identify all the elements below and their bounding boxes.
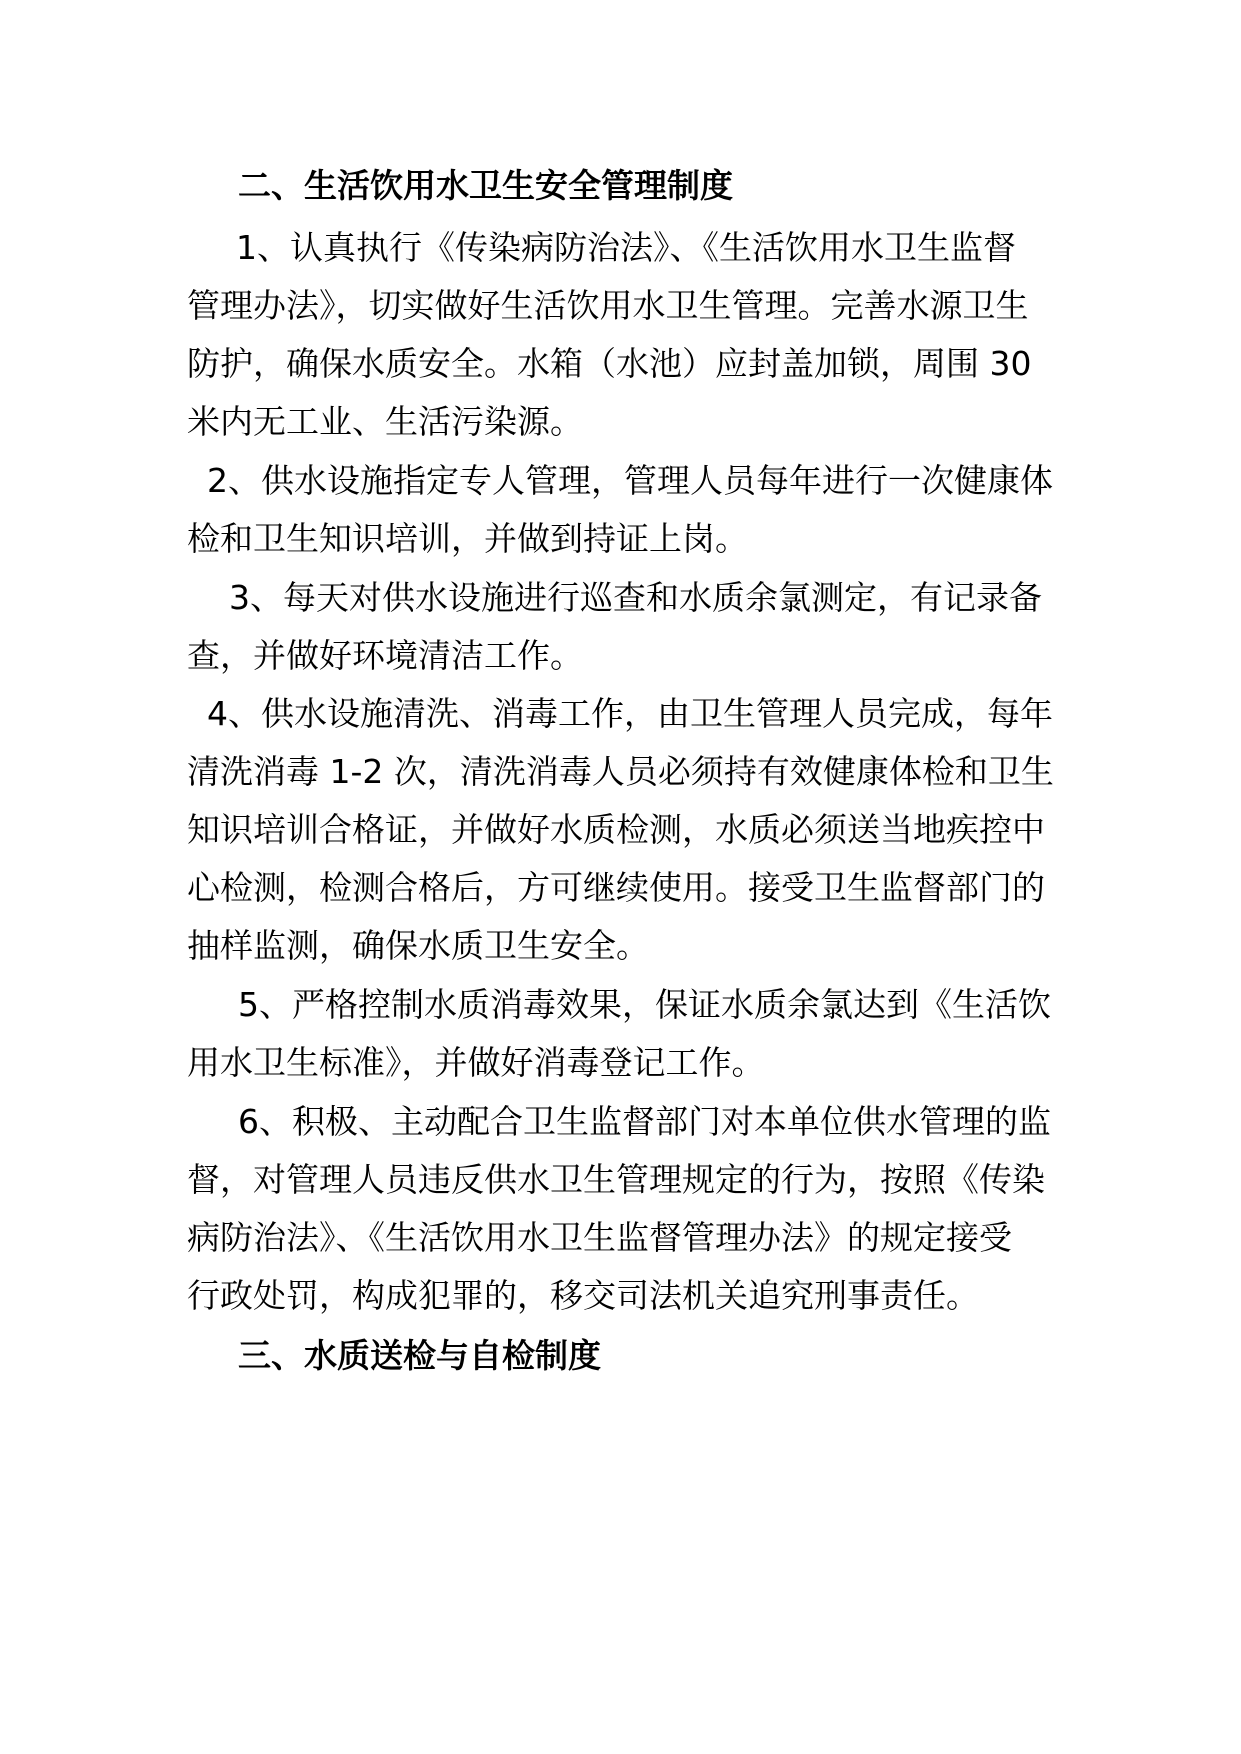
rule-3-line-1: 3、每天对供水设施进行巡查和水质余氯测定，有记录备 [229, 578, 1042, 617]
rule-5-line-2: 用水卫生标准》，并做好消毒登记工作。 [187, 1043, 765, 1082]
rule-4-line-5: 抽样监测，确保水质卫生安全。 [187, 926, 649, 965]
rule-4-line-3: 知识培训合格证，并做好水质检测，水质必须送当地疾控中 [187, 810, 1045, 849]
section-heading-2: 二、生活饮用水卫生安全管理制度 [238, 166, 733, 205]
rule-4-line-1: 4、供水设施清洗、消毒工作，由卫生管理人员完成，每年 [207, 694, 1053, 733]
rule-2-line-2: 检和卫生知识培训，并做到持证上岗。 [187, 519, 748, 558]
rule-4-line-4: 心检测，检测合格后，方可继续使用。接受卫生监督部门的 [187, 868, 1045, 907]
rule-3-line-2: 查，并做好环境清洁工作。 [187, 636, 583, 675]
rule-1-line-2: 管理办法》，切实做好生活饮用水卫生管理。完善水源卫生 [187, 286, 1029, 325]
rule-6-line-3: 病防治法》、《生活饮用水卫生监督管理办法》的规定接受 [187, 1218, 1012, 1257]
rule-1-line-1: 1、认真执行《传染病防治法》、《生活饮用水卫生监督 [236, 228, 1016, 267]
rule-6-line-1: 6、积极、主动配合卫生监督部门对本单位供水管理的监 [238, 1102, 1051, 1141]
rule-5-line-1: 5、严格控制水质消毒效果，保证水质余氯达到《生活饮 [238, 985, 1051, 1024]
rule-6-line-4: 行政处罚，构成犯罪的，移交司法机关追究刑事责任。 [187, 1276, 979, 1315]
rule-2-line-1: 2、供水设施指定专人管理，管理人员每年进行一次健康体 [207, 461, 1053, 500]
rule-1-line-4: 米内无工业、生活污染源。 [187, 402, 583, 441]
rule-1-line-3: 防护，确保水质安全。水箱（水池）应封盖加锁，周围 30 [187, 344, 1032, 383]
rule-6-line-2: 督，对管理人员违反供水卫生管理规定的行为，按照《传染 [187, 1160, 1045, 1199]
section-heading-3: 三、水质送检与自检制度 [238, 1336, 601, 1375]
rule-4-line-2: 清洗消毒 1-2 次，清洗消毒人员必须持有效健康体检和卫生 [187, 752, 1054, 791]
